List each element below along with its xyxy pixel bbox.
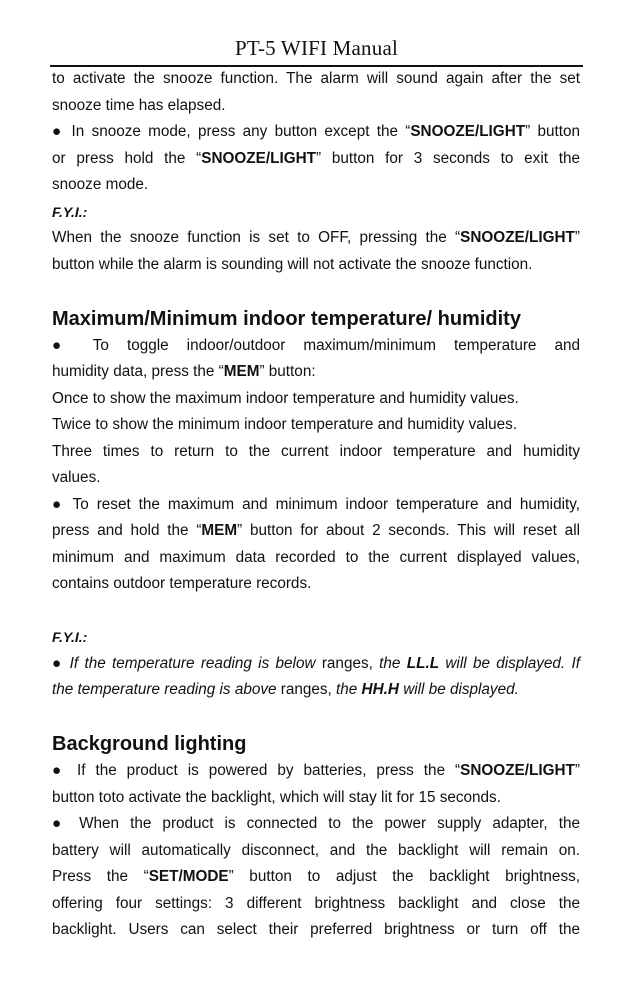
text-line: Press the “SET/MODE” button to adjust the backlight brightness, <box>52 868 580 885</box>
text-line: backlight. Users can select their preferred brightness or turn off the <box>52 921 580 938</box>
text-line: press and hold the “MEM” button for about 2 seconds. This will reset all <box>52 522 580 539</box>
section-heading-max-min: Maximum/Minimum indoor temperature/ humidity <box>52 307 521 330</box>
set-mode-key: SET/MODE <box>148 868 229 885</box>
manual-body <box>52 66 580 944</box>
mem-key: MEM <box>201 522 238 539</box>
section-heading-backlight: Background lighting <box>52 733 247 755</box>
high-display-code: HH.H <box>361 681 399 698</box>
text-line: minimum and maximum data recorded to the current displayed values, <box>52 548 580 566</box>
fyi-note: When the snooze function is set to OFF, pressing the “SNOOZE/LIGHT” <box>52 229 580 246</box>
text-line: ● To toggle indoor/outdoor maximum/minimum temperature and <box>52 336 580 354</box>
low-display-code: LL.L <box>406 654 440 672</box>
text-line: Twice to show the minimum indoor temperature and humidity values. <box>52 416 518 433</box>
fyi-label: F.Y.I.: <box>52 629 88 645</box>
text-line: ● If the product is powered by batteries, press the “SNOOZE/LIGHT” <box>52 762 580 779</box>
fyi-note: ● If the temperature reading is below ranges, the LL.L will be displayed. If <box>52 654 580 672</box>
text-line: snooze mode. <box>52 176 149 193</box>
text-line: button toto activate the backlight, which will stay lit for 15 seconds. <box>52 788 501 806</box>
page-header-title: PT-5 WIFI Manual <box>234 36 399 60</box>
fyi-note: the temperature reading is above ranges, the HH.H will be displayed. <box>52 681 519 698</box>
snooze-light-key: SNOOZE/LIGHT <box>460 762 575 779</box>
mem-key: MEM <box>223 363 260 380</box>
snooze-mode-paragraph: ● In snooze mode, press any button except the “SNOOZE/LIGHT” button <box>52 123 580 140</box>
snooze-light-key: SNOOZE/LIGHT <box>410 123 526 140</box>
text-line: contains outdoor temperature records. <box>52 575 312 592</box>
text-line: humidity data, press the “MEM” button: <box>52 363 316 380</box>
text-line: ● When the product is connected to the power supply adapter, the <box>52 815 580 832</box>
text-line: snooze time has elapsed. <box>52 96 226 114</box>
snooze-light-key: SNOOZE/LIGHT <box>460 229 575 246</box>
text-line: battery will automatically disconnect, and the backlight will remain on. <box>52 841 580 859</box>
text-line: ● To reset the maximum and minimum indoor temperature and humidity, <box>52 495 580 513</box>
text-line: Three times to return to the current indoor temperature and humidity <box>52 442 580 460</box>
text-line: to activate the snooze function. The alarm will sound again after the set <box>52 70 580 87</box>
text-line: button while the alarm is sounding will not activate the snooze function. <box>52 255 533 273</box>
text-line: values. <box>52 469 101 486</box>
text-line: or press hold the “SNOOZE/LIGHT” button for 3 seconds to exit the <box>52 149 580 167</box>
text-line: offering four settings: 3 different brightness backlight and close the <box>52 894 580 912</box>
text-line: Once to show the maximum indoor temperature and humidity values. <box>52 389 519 407</box>
snooze-light-key: SNOOZE/LIGHT <box>201 149 316 167</box>
fyi-label: F.Y.I.: <box>52 203 88 220</box>
